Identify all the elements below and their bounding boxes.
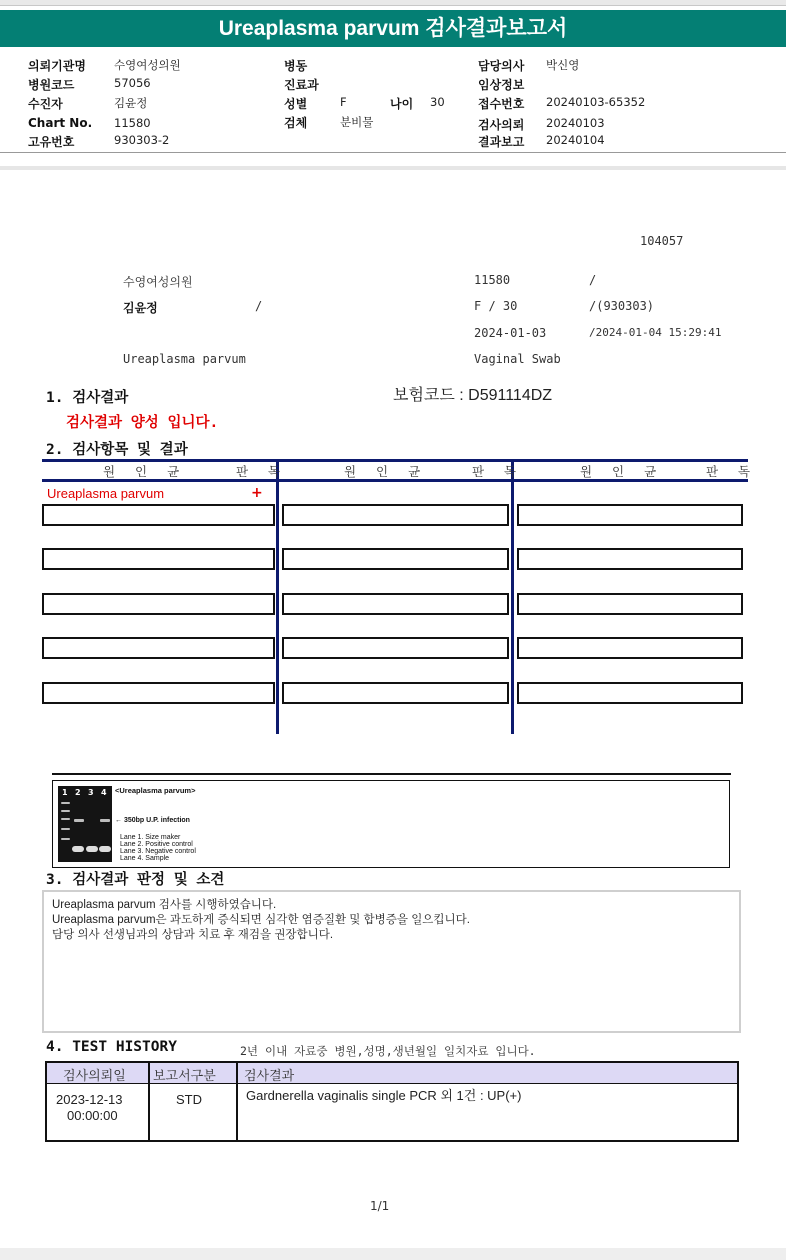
history-col-result: 검사결과 <box>244 1068 295 1083</box>
lane-number: 4 <box>101 788 107 797</box>
result-cell <box>42 637 275 659</box>
result-cell <box>282 637 509 659</box>
unique-no-label: 고유번호 <box>28 135 75 149</box>
ladder-band <box>61 810 70 812</box>
sex-label: 성별 <box>284 97 308 111</box>
history-header-row <box>47 1063 737 1084</box>
history-col-type: 보고서구분 <box>153 1068 216 1083</box>
history-time: 00:00:00 <box>67 1108 118 1123</box>
col-pathogen-2: 원 인 균 <box>344 464 429 479</box>
ladder-band <box>61 828 70 830</box>
history-col-divider <box>236 1063 238 1140</box>
result-cell <box>517 593 743 615</box>
ladder-band <box>61 802 70 804</box>
col-pathogen-3: 원 인 균 <box>580 464 665 479</box>
doctor-label: 담당의사 <box>478 59 525 73</box>
history-table <box>45 1061 739 1142</box>
request-value: 20240103 <box>546 116 605 130</box>
receipt-value: 20240103-65352 <box>546 95 646 109</box>
report-slash: / <box>589 273 597 287</box>
lane-number: 2 <box>75 788 81 797</box>
result-summary: 검사결과 양성 입니다. <box>66 415 219 431</box>
gel-legend-item: Lane 2. Positive control <box>120 841 193 848</box>
gel-electrophoresis-image <box>58 786 112 862</box>
patient-label: 수진자 <box>28 97 63 111</box>
history-result: Gardnerella vaginalis single PCR 외 1건 : UP(+) <box>246 1088 522 1103</box>
header-divider <box>0 152 786 153</box>
specimen-value: 분비물 <box>340 115 374 129</box>
age-label: 나이 <box>390 97 414 111</box>
chart-no-label: Chart No. <box>28 116 93 130</box>
result-cell <box>517 682 743 704</box>
result-cell <box>42 504 275 526</box>
col-judgement-3: 판 독 <box>706 464 759 479</box>
report-title: Ureaplasma parvum 검사결과보고서 <box>0 10 786 47</box>
report-sex-age: F / 30 <box>474 299 518 313</box>
pathogen-name: Ureaplasma parvum <box>47 486 165 501</box>
header-divider-shade <box>0 166 786 170</box>
report-test-name: Ureaplasma parvum <box>123 352 246 366</box>
footer-bar <box>0 1248 786 1260</box>
page-number: 1/1 <box>370 1199 390 1213</box>
report-institution: 수영여성의원 <box>123 275 193 289</box>
gel-legend-item: Lane 3. Negative control <box>120 848 196 855</box>
report-request-date: 2024-01-03 <box>474 326 547 340</box>
doctor-value: 박신영 <box>546 58 580 72</box>
ladder-band <box>61 838 70 840</box>
section2-title: 2. 검사항목 및 결과 <box>46 442 188 458</box>
history-type: STD <box>176 1092 202 1107</box>
report-label: 결과보고 <box>478 135 525 149</box>
image-top-rule <box>52 773 731 775</box>
pathogen-result: + <box>251 485 263 501</box>
report-chart-no: 11580 <box>474 273 511 287</box>
report-birth: /(930303) <box>589 299 655 313</box>
result-cell <box>42 593 275 615</box>
patient-value: 김윤정 <box>114 96 148 110</box>
report-specimen: Vaginal Swab <box>474 352 561 366</box>
lane-number: 3 <box>88 788 94 797</box>
col-judgement-1: 판 독 <box>236 464 289 479</box>
result-cell <box>282 682 509 704</box>
primer-dimer <box>86 846 98 852</box>
lane-number: 1 <box>62 788 68 797</box>
report-datetime: /2024-01-04 15:29:41 <box>589 326 722 339</box>
table-col-divider-1 <box>276 459 279 734</box>
history-date: 2023-12-13 <box>56 1092 123 1107</box>
findings-box <box>42 890 741 1033</box>
result-cell <box>42 682 275 704</box>
finding-line: 담당 의사 선생님과의 상담과 치료 후 재검을 권장합니다. <box>52 929 334 941</box>
clinical-label: 임상정보 <box>478 78 525 92</box>
history-col-divider <box>148 1063 150 1140</box>
gel-title: <Ureaplasma parvum> <box>115 786 196 795</box>
ward-label: 병동 <box>284 59 308 73</box>
section1-title: 1. 검사결과 <box>46 390 129 406</box>
gel-legend-item: Lane 1. Size maker <box>120 834 181 841</box>
col-pathogen-1: 원 인 균 <box>103 464 188 479</box>
report-value: 20240104 <box>546 133 605 147</box>
institution-value: 수영여성의원 <box>114 58 181 72</box>
top-border <box>0 0 786 6</box>
history-col-date: 검사의뢰일 <box>63 1068 126 1083</box>
primer-dimer <box>99 846 111 852</box>
chart-no-value: 11580 <box>114 116 151 130</box>
gel-legend-item: Lane 4. Sample <box>120 855 170 862</box>
specimen-label: 검체 <box>284 116 308 130</box>
hospital-code-label: 병원코드 <box>28 78 75 92</box>
result-cell <box>517 637 743 659</box>
department-label: 진료과 <box>284 78 319 92</box>
result-cell <box>282 593 509 615</box>
result-cell <box>282 548 509 570</box>
section3-title: 3. 검사결과 판정 및 소견 <box>46 872 225 888</box>
result-cell <box>42 548 275 570</box>
col-judgement-2: 판 독 <box>472 464 525 479</box>
table-col-divider-2 <box>511 459 514 734</box>
primer-dimer <box>72 846 84 852</box>
sample-band <box>100 819 110 822</box>
positive-band <box>74 819 84 822</box>
finding-line: Ureaplasma parvum은 과도하게 증식되면 심각한 염증질환 및 합병증을 일으킵니다. <box>52 914 470 926</box>
report-patient: 김윤정 <box>123 301 158 315</box>
age-value: 30 <box>430 95 445 109</box>
result-cell <box>517 548 743 570</box>
gel-image-box <box>52 780 730 868</box>
section4-title: 4. TEST HISTORY <box>46 1039 177 1055</box>
result-cell <box>517 504 743 526</box>
gel-marker-label: ← 350bp U.P. infection <box>115 817 190 824</box>
insurance-code: 보험코드 : D591114DZ <box>393 387 553 404</box>
result-cell <box>282 504 509 526</box>
report-code: 104057 <box>640 234 684 248</box>
receipt-label: 접수번호 <box>478 97 525 111</box>
finding-line: Ureaplasma parvum 검사를 시행하였습니다. <box>52 899 277 911</box>
report-patient-slash: / <box>255 299 263 313</box>
unique-no-value: 930303-2 <box>114 133 170 147</box>
request-label: 검사의뢰 <box>478 118 525 132</box>
sex-value: F <box>340 95 347 109</box>
history-note: 2년 이내 자료중 병원,성명,생년월일 일치자료 입니다. <box>240 1044 536 1058</box>
ladder-band <box>61 818 70 820</box>
hospital-code-value: 57056 <box>114 76 151 90</box>
institution-label: 의뢰기관명 <box>28 59 86 73</box>
